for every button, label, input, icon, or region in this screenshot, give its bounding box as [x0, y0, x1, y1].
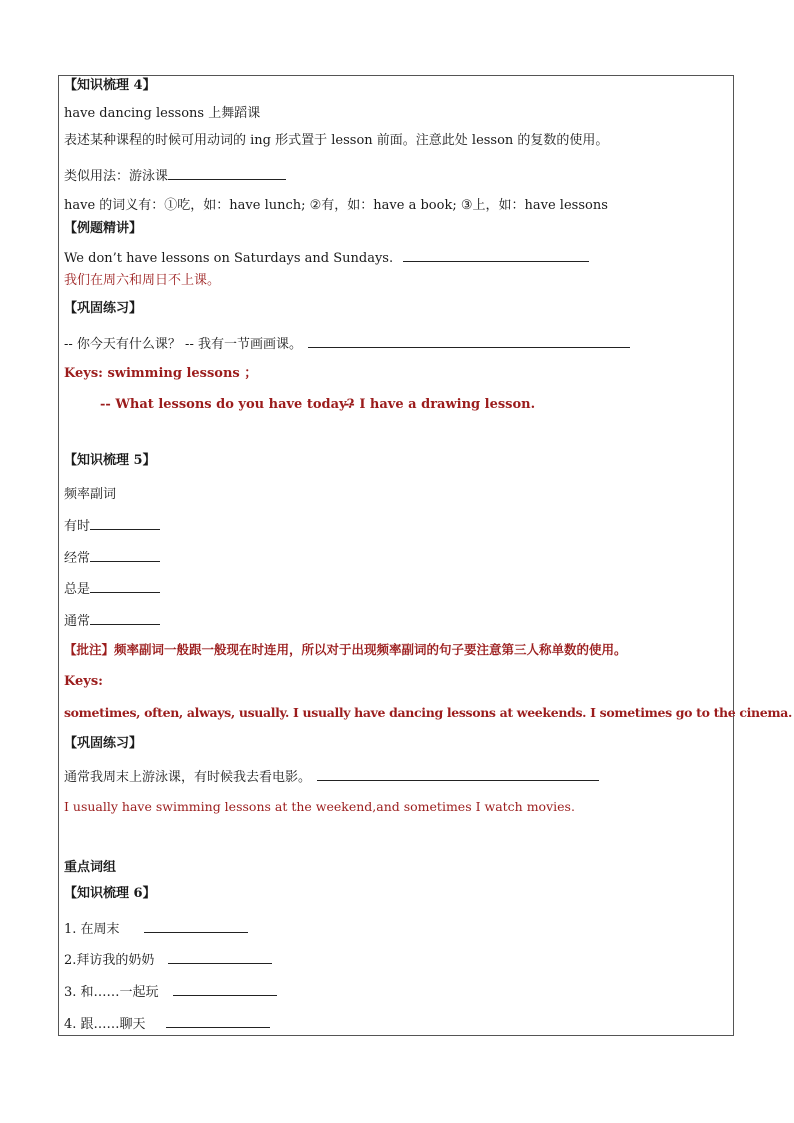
answer-blank[interactable]	[317, 768, 599, 781]
practice1-question-line	[64, 335, 630, 353]
practice2-heading: 【巩固练习】	[64, 736, 143, 751]
have-meanings: have 的词义有：①吃，如：have lunch; ②有，如：have a book; ③上，如：have lessons	[64, 198, 608, 213]
practice1-keys-answer: -- I have a drawing lesson.	[344, 397, 536, 412]
answer-blank[interactable]	[403, 249, 589, 262]
practice2-question-line	[64, 768, 599, 786]
section5-note: 【批注】频率副词一般跟一般现在时连用，所以对于出现频率副词的句子要注意第三人称单数的使用。	[64, 642, 627, 657]
section4-phrase: have dancing lessons 上舞蹈课	[64, 106, 261, 121]
phrases-title: 重点词组	[64, 860, 117, 875]
practice1-keys-line1: Keys: swimming lessons ；	[64, 366, 258, 381]
answer-blank[interactable]	[90, 580, 160, 593]
phrase-item	[64, 983, 277, 1001]
adverb-item-label: 有时	[64, 519, 91, 534]
phrase-item-label: 3. 和……一起玩	[64, 985, 159, 1000]
phrase-item-label: 2.拜访我的奶奶	[64, 953, 155, 968]
phrase-item	[64, 951, 272, 969]
example-heading: 【例题精讲】	[64, 221, 143, 236]
section5-keys-answer: sometimes, often, always, usually. I usually have dancing lessons at weekends. I sometimes go to the cinema.	[64, 705, 792, 720]
similar-usage-line	[64, 167, 286, 185]
practice1-keys-question: -- What lessons do you have today?	[100, 397, 355, 412]
adverb-item	[64, 612, 160, 630]
practice2-answer: I usually have swimming lessons at the weekend,and sometimes I watch movies.	[64, 799, 575, 814]
practice2-question: 通常我周末上游泳课，有时候我去看电影。	[64, 770, 312, 785]
adverb-item-label: 通常	[64, 614, 91, 629]
answer-blank[interactable]	[168, 167, 286, 180]
adverb-item-label: 经常	[64, 551, 91, 566]
phrase-item	[64, 920, 248, 938]
answer-blank[interactable]	[90, 517, 160, 530]
adverb-item-label: 总是	[64, 582, 91, 597]
section4-heading: 【知识梳理 4】	[64, 78, 156, 93]
answer-blank[interactable]	[166, 1015, 270, 1028]
practice1-heading: 【巩固练习】	[64, 301, 143, 316]
section5-heading: 【知识梳理 5】	[64, 453, 156, 468]
answer-blank[interactable]	[173, 983, 277, 996]
practice1-question: -- 你今天有什么课？ -- 我有一节画画课。	[64, 337, 302, 352]
adverb-item	[64, 580, 160, 598]
section5-title: 频率副词	[64, 487, 117, 502]
example-translation: 我们在周六和周日不上课。	[64, 273, 221, 288]
phrase-item-label: 4. 跟……聊天	[64, 1017, 146, 1032]
example-sentence: We don’t have lessons on Saturdays and Sundays.	[64, 251, 394, 266]
answer-blank[interactable]	[144, 920, 248, 933]
example-sentence-line	[64, 249, 589, 267]
phrase-item	[64, 1015, 270, 1033]
adverb-item	[64, 549, 160, 567]
similar-usage-label: 类似用法：游泳课	[64, 169, 169, 184]
section4-explanation: 表述某种课程的时候可用动词的 ing 形式置于 lesson 前面。注意此处 lesson 的复数的使用。	[64, 133, 609, 148]
answer-blank[interactable]	[168, 951, 272, 964]
phrase-item-label: 1. 在周末	[64, 922, 120, 937]
answer-blank[interactable]	[308, 335, 630, 348]
section6-heading: 【知识梳理 6】	[64, 886, 156, 901]
section5-keys-label: Keys:	[64, 674, 103, 689]
answer-blank[interactable]	[90, 612, 160, 625]
adverb-item	[64, 517, 160, 535]
answer-blank[interactable]	[90, 549, 160, 562]
